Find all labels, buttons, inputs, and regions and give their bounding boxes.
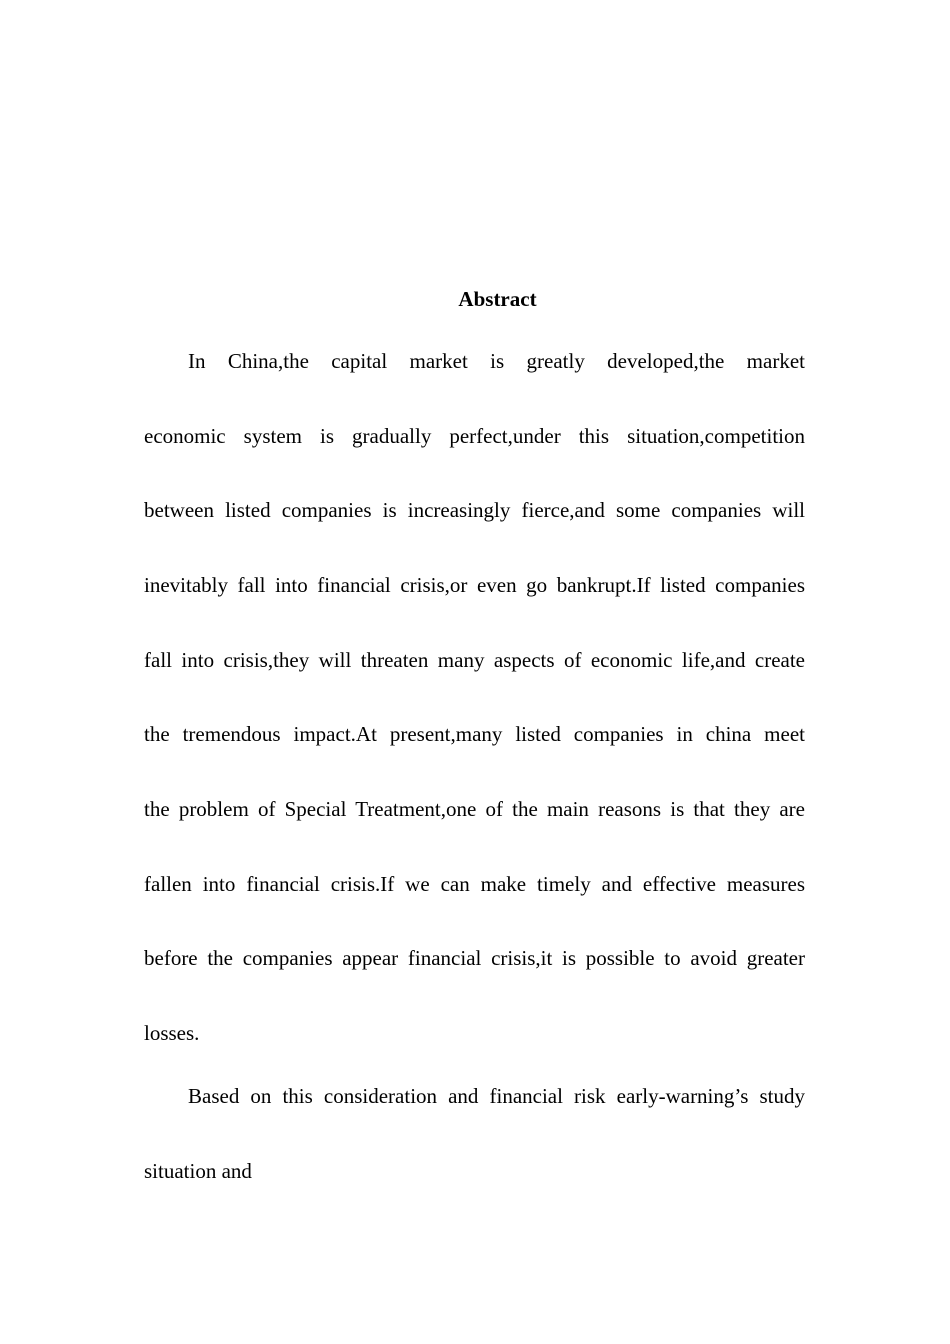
paragraph-1-line-3: between listed companies is increasingly fierce,and some companies will: [144, 498, 805, 522]
paragraph-2-line-2: situation and: [144, 1159, 252, 1183]
paragraph-2-line-1: Based on this consideration and financial risk early-warning’s study: [188, 1084, 805, 1108]
paragraph-1-line-5: fall into crisis,they will threaten many aspects of economic life,and create: [144, 648, 805, 672]
paragraph-1-line-2: economic system is gradually perfect,under this situation,competition: [144, 424, 805, 448]
paragraph-1-line-7: the problem of Special Treatment,one of the main reasons is that they are: [144, 797, 805, 821]
paragraph-1-line-6: the tremendous impact.At present,many listed companies in china meet: [144, 722, 805, 746]
paragraph-1-line-9: before the companies appear financial crisis,it is possible to avoid greater: [144, 946, 805, 970]
paragraph-1-line-10: losses.: [144, 1021, 200, 1045]
paragraph-1-line-8: fallen into financial crisis.If we can make timely and effective measures: [144, 872, 805, 896]
paragraph-1-line-1: In China,the capital market is greatly developed,the market: [188, 349, 805, 373]
abstract-title: Abstract: [458, 287, 537, 311]
paragraph-1-line-4: inevitably fall into financial crisis,or even go bankrupt.If listed companies: [144, 573, 805, 597]
